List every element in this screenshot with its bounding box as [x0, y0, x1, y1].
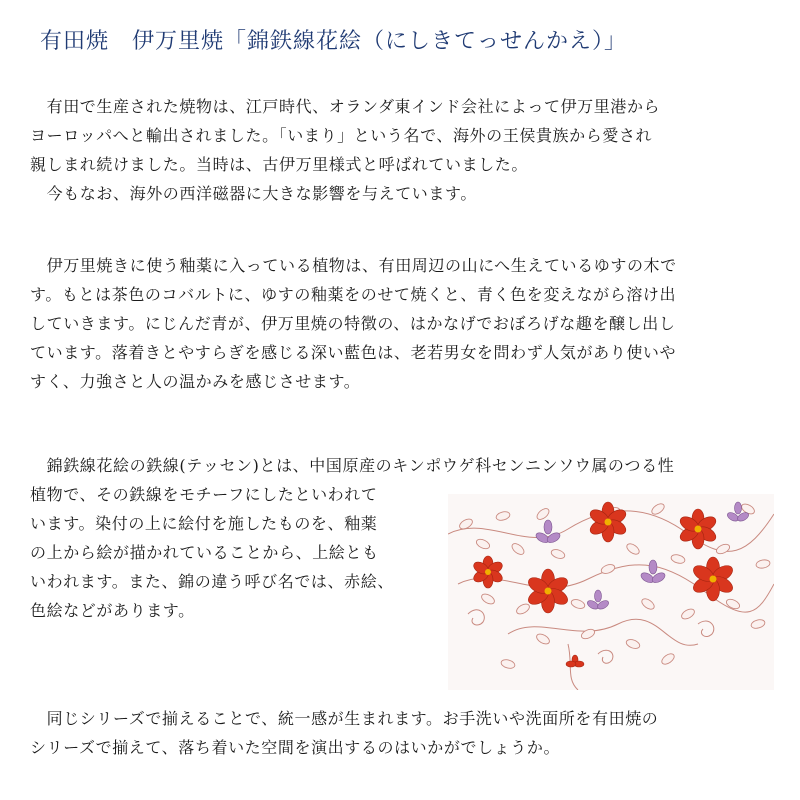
- text-line: の上から絵が描かれていることから、上絵とも: [30, 543, 379, 562]
- page-title: 有田焼 伊万里焼「錦鉄線花絵（にしきてっせんかえ）」: [40, 29, 628, 54]
- clematis-pattern-image: [448, 494, 774, 690]
- text-line: 植物で、その鉄線をモチーフにしたといわれて: [30, 485, 378, 504]
- text-line: す。もとは茶色のコバルトに、ゆすの釉薬をのせて焼くと、青く色を変えながら溶け出: [30, 285, 677, 304]
- text-line: 錦鉄線花絵の鉄線(テッセン)とは、中国原産のキンポウゲ科センニンソウ属のつる性: [30, 456, 675, 475]
- text-line: 同じシリーズで揃えることで、統一感が生まれます。お手洗いや洗面所を有田焼の: [30, 709, 659, 728]
- text-line: シリーズで揃えて、落ち着いた空間を演出するのはいかがでしょうか。: [30, 738, 561, 757]
- clematis-pattern-art: [448, 494, 774, 690]
- text-line: 色絵などがあります。: [30, 601, 195, 620]
- text-line: 親しまれ続けました。当時は、古伊万里様式と呼ばれていました。: [30, 155, 529, 174]
- text-line: ています。落着きとやすらぎを感じる深い藍色は、老若男女を問わず人気があり使いや: [30, 343, 677, 362]
- text-line: ヨーロッパへと輸出されました。「いまり」という名で、海外の王侯貴族から愛され: [30, 126, 653, 145]
- text-line: 有田で生産された焼物は、江戸時代、オランダ東インド会社によって伊万里港から: [30, 97, 661, 116]
- paragraph-glaze: [30, 251, 770, 396]
- text-line: していきます。にじんだ青が、伊万里焼の特徴の、はかなげでおぼろげな趣を醸し出し: [30, 314, 676, 333]
- text-line: います。染付の上に絵付を施したものを、釉薬: [30, 514, 378, 533]
- paragraph-series: [30, 704, 770, 762]
- text-line: いわれます。また、錦の違う呼び名では、赤絵、: [30, 572, 394, 591]
- text-line: 伊万里焼きに使う釉薬に入っている植物は、有田周辺の山にへ生えているゆすの木で: [30, 256, 677, 275]
- text-line: すく、力強さと人の温かみを感じさせます。: [30, 372, 361, 391]
- text-line: 今もなお、海外の西洋磁器に大きな影響を与えています。: [30, 184, 477, 203]
- paragraph-history: [30, 92, 770, 208]
